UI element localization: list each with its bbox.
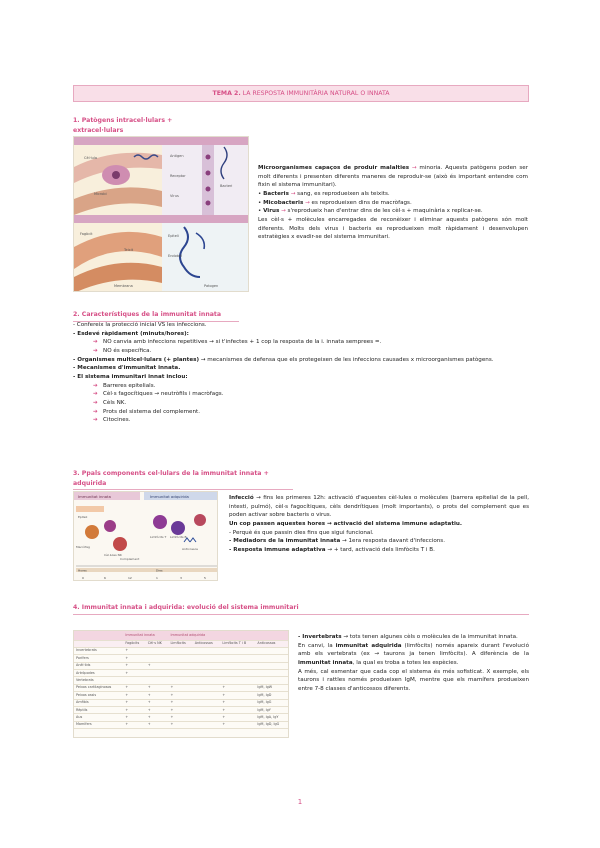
pathogens-illustration: [74, 137, 249, 292]
svg-text:0: 0: [82, 576, 84, 580]
svg-text:Teixit: Teixit: [124, 248, 134, 252]
table-cell: Aus: [74, 714, 123, 721]
table-cell: Peixos cartilaginosos: [74, 684, 123, 691]
table-cell: [220, 662, 255, 669]
arrow-icon: ➔: [93, 382, 98, 389]
table-row: [74, 714, 288, 721]
table-cell: [255, 670, 288, 677]
table-cell: Vertebrats: [74, 677, 123, 684]
table-cell: [146, 647, 169, 654]
section-3-text: Infecció → fins les primeres 12h: activació d'aquestes cèl·lules o molècules (barrera epitelial de la pell, intesti, pulmó), cèl·s fagocítiques, cèls dendrítiques (molt importants), o prots del complement que es poden activar sobre bacteris o virus. Un cop passen aquestes hores → activació del sistema immune adaptatiu. - Perquè és que passin dies fins que sigui funcional. - Mediadors de la immunitat innata → 1era resposta davant d'infeccions. - Resposta immune adaptativa → + tard, activació dels limfòcits T i B.: [229, 495, 529, 553]
arrow-icon: →: [290, 190, 296, 197]
section-2-heading: 2. Característiques de la immunitat innata: [73, 310, 239, 322]
table-cell: [193, 677, 221, 684]
table-cell: +: [123, 647, 145, 654]
table-cell: [255, 655, 288, 662]
table-cell: [193, 721, 221, 728]
section-3-heading: 3. Ppals components cel·lulars de la immunitat innata + adquirida: [73, 469, 293, 490]
table-cell: +: [146, 707, 169, 714]
table-cell: [193, 699, 221, 706]
title-text: LA RESPOSTA IMMUNITÀRIA NATURAL O INNATA: [240, 90, 390, 97]
table-row: [74, 699, 288, 706]
table-cell: [255, 647, 288, 654]
svg-text:Membrana: Membrana: [114, 284, 133, 288]
intro-bold: Microorganismes capaços de produir malalties: [258, 165, 410, 171]
table-cell: +: [168, 692, 192, 699]
table-cell: [193, 684, 221, 691]
svg-text:Virus: Virus: [170, 194, 179, 198]
table-cell: [168, 655, 192, 662]
svg-text:Immunitat innata: Immunitat innata: [78, 494, 111, 499]
svg-text:Bacteri: Bacteri: [220, 184, 233, 188]
table-cell: +: [146, 692, 169, 699]
table-row: [74, 647, 288, 654]
table-cell: Porífers: [74, 655, 123, 662]
table-cell: [193, 707, 221, 714]
line: - Mecanismes d'immunitat innata.: [73, 365, 181, 372]
table-cell: +: [123, 692, 145, 699]
table-cell: +: [123, 721, 145, 728]
table-cell: +: [146, 662, 169, 669]
table-cell: [255, 662, 288, 669]
table-cell: +: [220, 707, 255, 714]
table-cell: Invertebrats: [74, 647, 123, 654]
table-cell: [193, 670, 221, 677]
table-cell: [193, 692, 221, 699]
svg-text:Cèl·lules NK: Cèl·lules NK: [104, 553, 122, 557]
table-cell: Rèptils: [74, 707, 123, 714]
pathogens-figure: [73, 136, 249, 292]
document-title-banner: [73, 85, 529, 102]
table-cell: [193, 714, 221, 721]
table-cell: +: [123, 707, 145, 714]
table-cell: +: [123, 662, 145, 669]
table-cell: +: [168, 707, 192, 714]
immune-components-figure: [73, 491, 218, 581]
table-cell: +: [168, 714, 192, 721]
svg-text:Immunitat adquirida: Immunitat adquirida: [150, 494, 189, 499]
line: - El sistema immunitari innat inclou:: [73, 373, 188, 380]
table-cell: +: [123, 670, 145, 677]
arrow-item: ➔ Citocines.: [93, 417, 131, 424]
table-cell: [193, 647, 221, 654]
table-cell: +: [146, 721, 169, 728]
arrow-icon: ➔: [93, 347, 98, 354]
svg-text:Epiteli: Epiteli: [168, 234, 179, 238]
table-cell: IgM, IgG: [255, 699, 288, 706]
table-cell: +: [168, 721, 192, 728]
immune-components-illustration: [74, 492, 218, 581]
table-cell: +: [146, 699, 169, 706]
table-cell: [255, 677, 288, 684]
table-cell: [168, 662, 192, 669]
table-cell: +: [146, 714, 169, 721]
arrow-item: ➔ NO és específica.: [93, 347, 152, 354]
table-row: [74, 677, 288, 684]
table-cell: +: [220, 721, 255, 728]
table-cell: +: [123, 655, 145, 662]
table-cell: [168, 670, 192, 677]
svg-text:Receptor: Receptor: [170, 174, 186, 178]
svg-text:Anticossos: Anticossos: [182, 547, 198, 551]
section-4-heading: 4. Immunitat innata i adquirida: evolució del sistema immunitari: [73, 603, 529, 615]
table-cell: [123, 677, 145, 684]
figure-label: Microbi: [94, 192, 107, 196]
svg-text:Limfòcits T: Limfòcits T: [150, 535, 167, 539]
arrow-icon: ➔: [93, 391, 98, 398]
svg-text:Epiteli: Epiteli: [78, 515, 88, 519]
table-cell: Anèl·lids: [74, 662, 123, 669]
evolution-table: Immunitat innata Immunitat adquirida Fagòcits Cèl·s NK Limfòcits Anticossos Limfòcits T i B Anticossos Invertebrats + Porífers + Anèl·lids + + Artròpodes + Vertebrats Peixos cartilaginosos + + + + IgM, IgW Peixos ossis + + + + IgM, IgD Amfibis + + + + IgM, IgG Rèptils + + + + IgM, IgY Aus + + + + IgM, IgA, IgY Mamífers + + + + IgM, IgD, IgG: [74, 631, 288, 729]
table-cell: +: [220, 714, 255, 721]
arrow-item: ➔ NO canvia amb infeccions repetitives → si t'infectes + 1 cop la resposta de la i. innata semprees =.: [93, 339, 382, 346]
page-number: 1: [297, 798, 303, 806]
arrow-icon: →: [281, 208, 286, 215]
svg-text:Complement: Complement: [120, 557, 140, 561]
table-cell: IgM, IgD: [255, 692, 288, 699]
table-cell: +: [146, 684, 169, 691]
table-cell: [193, 662, 221, 669]
arrow-item: ➔ Prots del sistema del complement.: [93, 408, 201, 415]
svg-text:Fagòcit: Fagòcit: [80, 232, 93, 236]
table-cell: [146, 670, 169, 677]
section-1-heading: 1. Patògens intracel·lulars + extracel·lulars: [73, 116, 217, 137]
table-cell: [220, 647, 255, 654]
table-cell: [168, 647, 192, 654]
line: - Esdevé ràpidament (minuts/hores):: [73, 330, 189, 337]
list-item: • Bacteris → sang, es reprodueixen als teixits.: [258, 190, 390, 197]
table-cell: +: [168, 699, 192, 706]
table-cell: [193, 655, 221, 662]
line: - Organismes multicel·lulars (+ plantes) → mecanismes de defensa que els protegeixen de les infeccions causades x microorganismes patògens.: [73, 356, 494, 363]
line: - Confereix la protecció inicial VS les infeccions.: [73, 322, 207, 328]
arrow-item: ➔ Barreres epitelials.: [93, 382, 156, 389]
svg-text:6: 6: [104, 576, 106, 580]
title-prefix: TEMA 2.: [212, 90, 241, 97]
list-item: - Mediadors de la immunitat innata → 1era resposta davant d'infeccions.: [229, 538, 445, 545]
table-row: [74, 707, 288, 714]
table-row: [74, 655, 288, 662]
list-item: - Perquè és que passin dies fins que sigui funcional.: [229, 529, 374, 536]
table-cell: IgM, IgA, IgY: [255, 714, 288, 721]
table-cell: +: [168, 684, 192, 691]
evolution-table-figure: [73, 630, 289, 738]
arrow-item: ➔ Cèl·s fagocítiques → neutròfils i macròfags.: [93, 391, 224, 398]
arrow-icon: →: [411, 165, 417, 171]
arrow-icon: ➔: [93, 408, 98, 415]
table-cell: [220, 677, 255, 684]
svg-text:Hores: Hores: [78, 568, 87, 573]
table-cell: +: [123, 684, 145, 691]
svg-text:Macròfag: Macròfag: [76, 545, 90, 549]
table-cell: [220, 670, 255, 677]
table-cell: IgM, IgD, IgG: [255, 721, 288, 728]
svg-text:1: 1: [156, 576, 158, 580]
svg-text:Cèl·lula: Cèl·lula: [84, 156, 97, 160]
table-row: [74, 684, 288, 691]
table-cell: [168, 677, 192, 684]
section-2-text: [73, 321, 529, 425]
table-cell: +: [123, 699, 145, 706]
svg-text:Endoteli: Endoteli: [168, 254, 183, 258]
section-4-text: - Invertebrats → tots tenen algunes cèls o molècules de la immunitat innata. En canvi, la immunitat adquirida (limfòcits) només apareix durant l'evolució amb els vertebrats (ex → taurons ja tenen limfòcits). A diferència de la immunitat innata, la qual es troba a totes les espècies. A més, cal esmentar que cada cop el sistema és més sofisticat. X exemple, els taurons i rattles només produeixen IgM, mentre que els mamífers produeixen entre 7-8 classes d'anticossos diferents.: [298, 634, 529, 692]
svg-text:3: 3: [180, 576, 182, 580]
arrow-icon: →: [305, 199, 310, 206]
list-item: - Resposta immune adaptativa → + tard, activació dels limfòcits T i B.: [229, 546, 435, 553]
table-cell: +: [220, 692, 255, 699]
arrow-icon: ➔: [93, 339, 98, 346]
svg-text:Antigen: Antigen: [170, 154, 184, 158]
arrow-icon: ➔: [93, 417, 98, 424]
svg-text:Dies: Dies: [156, 568, 163, 573]
table-cell: Amfibis: [74, 699, 123, 706]
table-cell: Peixos ossis: [74, 692, 123, 699]
list-item: • Micobacteris → es reprodueixen dins de macròfags.: [258, 199, 412, 206]
svg-text:Patogen: Patogen: [204, 284, 219, 288]
table-cell: IgM, IgW: [255, 684, 288, 691]
svg-text:12: 12: [128, 576, 132, 580]
table-cell: [146, 677, 169, 684]
table-cell: +: [220, 699, 255, 706]
arrow-item: ➔ Cèls NK.: [93, 399, 127, 406]
table-row: [74, 721, 288, 728]
svg-text:5: 5: [204, 576, 206, 580]
table-cell: +: [123, 714, 145, 721]
section-1-text: Microorganismes capaços de produir malalties → minoria. Aquests patògens poden ser molt diferents i presenten diferents maneres de reproduir-se (això és important entendre com fixin el sistema immunitari). • Bacteris → sang, es reprodueixen als teixits. • Micobacteris → es reprodueixen dins de macròfags. • Virus → s'reprodueix han d'entrar dins de les cèl·s + maquinària x replicar-se. Les cèl·s + molècules encarregades de reconèixer i eliminar aquests patògens són molt diferents. Molts dels virus i bacteris es reprodueixen molt ràpidament i desenvolupen estratègies x evadir-se del sistema immunitari.: [258, 165, 528, 241]
list-item: • Virus → s'reprodueix han d'entrar dins de les cèl·s + maquinària x replicar-se.: [258, 208, 483, 215]
table-cell: Artròpodes: [74, 670, 123, 677]
table-cell: Mamífers: [74, 721, 123, 728]
table-cell: +: [220, 684, 255, 691]
table-row: [74, 692, 288, 699]
table-row: [74, 662, 288, 669]
table-cell: IgM, IgY: [255, 707, 288, 714]
table-cell: [220, 655, 255, 662]
arrow-icon: ➔: [93, 399, 98, 406]
table-cell: [146, 655, 169, 662]
table-row: [74, 670, 288, 677]
closing-paragraph: Les cèl·s + molècules encarregades de reconèixer i eliminar aquests patògens són molt diferents. Molts dels virus i bacteris es reprodueixen molt ràpidament i desenvolupen estratègies x evadir-se del sistema immunitari.: [258, 216, 528, 241]
svg-text:Limfòcits B: Limfòcits B: [170, 535, 187, 539]
